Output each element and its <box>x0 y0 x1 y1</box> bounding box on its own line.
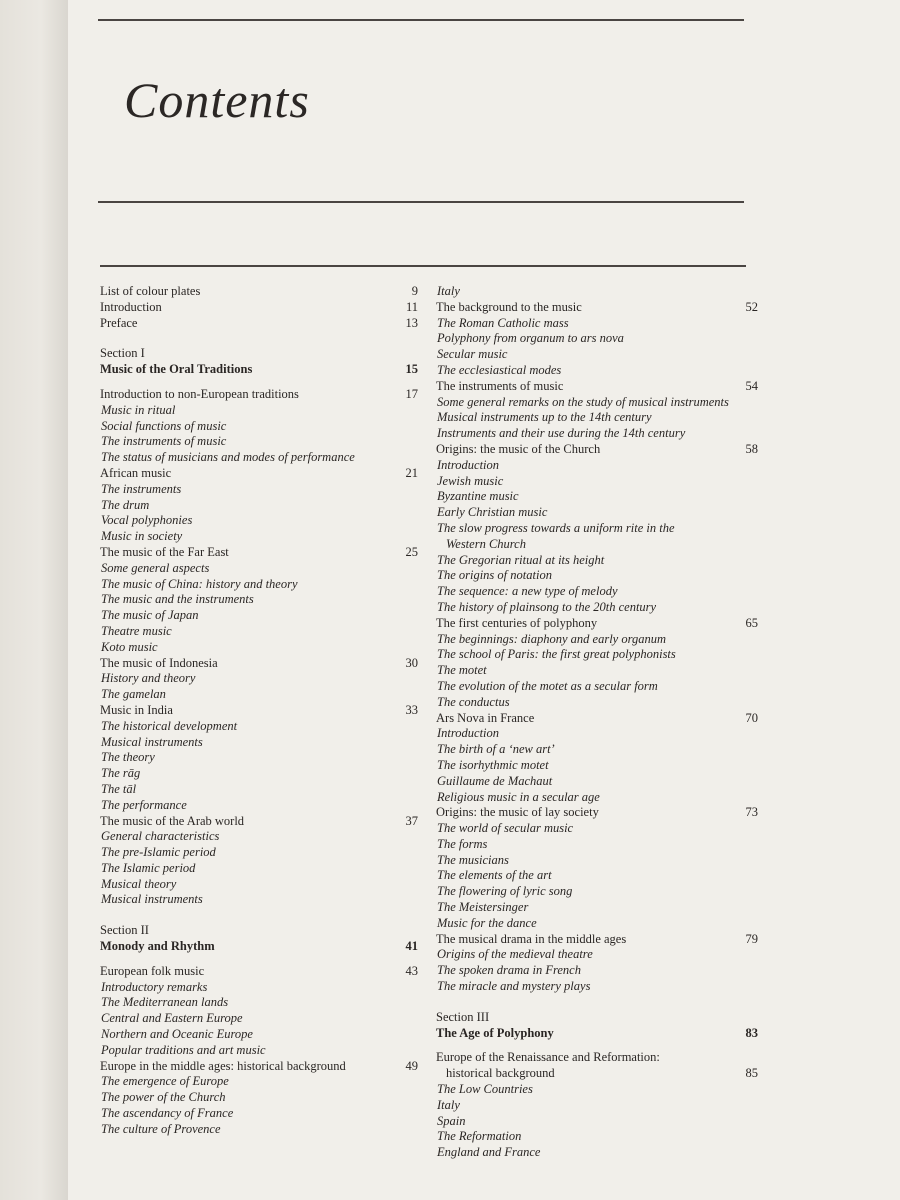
toc-entry-title: Music of the Oral Traditions <box>100 362 253 377</box>
toc-entry-title: The ecclesiastical modes <box>437 362 562 377</box>
toc-entry <box>436 1066 758 1082</box>
toc-subentry <box>100 766 418 782</box>
toc-entry-title: Section III <box>436 1009 490 1024</box>
toc-entry <box>436 711 758 727</box>
toc-page-number: 43 <box>405 963 418 978</box>
toc-page-number: 37 <box>405 813 418 828</box>
toc-subentry <box>100 577 418 593</box>
toc-entry-title: The background to the music <box>436 299 582 314</box>
toc-entry <box>100 939 418 955</box>
toc-entry-title: The forms <box>437 836 488 851</box>
toc-entry-title: History and theory <box>101 671 196 686</box>
toc-subentry <box>100 798 418 814</box>
toc-subentry <box>436 1145 758 1161</box>
toc-entry-title: Northern and Oceanic Europe <box>101 1027 253 1042</box>
toc-entry-title: Religious music in a secular age <box>437 789 600 804</box>
title-bottom-rule <box>98 201 744 203</box>
toc-subentry <box>100 434 418 450</box>
toc-subentry <box>436 837 758 853</box>
toc-entry-title: The emergence of Europe <box>101 1074 229 1089</box>
toc-subentry <box>436 489 758 505</box>
toc-page-number: 11 <box>405 299 418 314</box>
page-title: Contents <box>124 72 310 128</box>
toc-subentry <box>100 892 418 908</box>
toc-subentry <box>436 474 758 490</box>
toc-subentry <box>436 284 758 300</box>
toc-subentry <box>436 774 758 790</box>
toc-entry <box>100 964 418 980</box>
toc-page-number: 25 <box>405 544 418 559</box>
toc-subentry <box>436 521 758 537</box>
toc-entry-title: The sequence: a new type of melody <box>437 584 618 599</box>
toc-subentry <box>436 726 758 742</box>
toc-subentry <box>436 553 758 569</box>
toc-subentry <box>100 829 418 845</box>
toc-entry-title: Central and Eastern Europe <box>101 1011 243 1026</box>
toc-entry-title: The tāl <box>101 781 137 796</box>
section-spacer <box>100 908 418 923</box>
toc-subentry <box>100 403 418 419</box>
toc-entry-title: The culture of Provence <box>101 1121 221 1136</box>
toc-subentry <box>436 1098 758 1114</box>
toc-entry-title: Italy <box>437 284 460 298</box>
toc-subentry <box>436 1114 758 1130</box>
toc-entry <box>436 1050 758 1066</box>
toc-entry <box>436 932 758 948</box>
toc-subentry <box>436 426 758 442</box>
toc-entry <box>436 805 758 821</box>
toc-entry <box>100 387 418 403</box>
toc-subentry <box>100 1074 418 1090</box>
toc-entry-title: Preface <box>100 315 138 330</box>
toc-entry-title: The history of plainsong to the 20th century <box>437 599 657 614</box>
toc-entry-title: The isorhythmic motet <box>437 757 549 772</box>
toc-entry-title: The Meistersinger <box>437 900 529 915</box>
toc-subentry <box>436 1082 758 1098</box>
toc-entry <box>100 814 418 830</box>
toc-subentry <box>100 624 418 640</box>
toc-entry-title: The music of the Arab world <box>100 813 245 828</box>
toc-entry-title: The evolution of the motet as a secular form <box>437 678 658 693</box>
toc-entry-title: The elements of the art <box>437 868 552 883</box>
toc-entry <box>100 1059 418 1075</box>
toc-entry-title: Spain <box>437 1113 466 1128</box>
toc-subentry <box>436 316 758 332</box>
toc-subentry <box>436 663 758 679</box>
toc-entry-title: Social functions of music <box>101 418 227 433</box>
contents-left-column <box>100 284 418 1138</box>
toc-entry-title: List of colour plates <box>100 284 201 298</box>
toc-subentry <box>100 861 418 877</box>
toc-page-number: 70 <box>745 710 758 725</box>
toc-subentry <box>436 821 758 837</box>
toc-entry-title: European folk music <box>100 963 205 978</box>
toc-entry-title: Popular traditions and art music <box>101 1042 266 1057</box>
toc-entry <box>100 300 418 316</box>
toc-entry-title: Italy <box>437 1097 460 1112</box>
toc-entry-title: Music in ritual <box>101 402 176 417</box>
toc-entry-title: England and France <box>437 1145 541 1160</box>
toc-subentry <box>100 782 418 798</box>
toc-entry-title: Guillaume de Machaut <box>437 773 553 788</box>
toc-page-number: 21 <box>405 465 418 480</box>
toc-page-number: 52 <box>745 299 758 314</box>
toc-entry-title: Music in society <box>101 529 183 544</box>
toc-subentry <box>436 758 758 774</box>
toc-entry <box>100 923 418 939</box>
toc-subentry <box>100 750 418 766</box>
toc-page-number: 15 <box>405 362 418 377</box>
toc-page-number: 49 <box>405 1058 418 1073</box>
toc-entry-title: The first centuries of polyphony <box>436 615 598 630</box>
toc-subentry <box>100 995 418 1011</box>
toc-subentry <box>100 1011 418 1027</box>
toc-entry <box>100 466 418 482</box>
toc-entry-title: Jewish music <box>437 473 504 488</box>
toc-entry-title: The music of the Far East <box>100 544 229 559</box>
toc-subentry <box>436 505 758 521</box>
toc-entry-title: Vocal polyphonies <box>101 513 193 528</box>
toc-entry-title: Origins of the medieval theatre <box>437 947 593 962</box>
toc-subentry <box>436 568 758 584</box>
toc-entry-title: Theatre music <box>101 623 172 638</box>
toc-entry-title: The Age of Polyphony <box>436 1025 554 1040</box>
toc-entry-title: The instruments of music <box>436 378 564 393</box>
toc-entry-title: The beginnings: diaphony and early organum <box>437 631 667 646</box>
toc-subentry <box>436 979 758 995</box>
section-spacer <box>436 995 758 1010</box>
toc-subentry <box>436 647 758 663</box>
toc-entry-title: The flowering of lyric song <box>437 884 573 899</box>
toc-subentry <box>436 632 758 648</box>
toc-entry-title: The performance <box>101 797 187 812</box>
toc-page-number: 54 <box>745 378 758 393</box>
toc-entry-title: The historical development <box>101 718 238 733</box>
toc-entry <box>436 300 758 316</box>
toc-subentry <box>100 735 418 751</box>
toc-subentry <box>100 513 418 529</box>
toc-subentry <box>100 498 418 514</box>
toc-page-number: 79 <box>745 931 758 946</box>
toc-subentry <box>100 529 418 545</box>
toc-subentry <box>436 900 758 916</box>
toc-entry-title: Introductory remarks <box>101 979 208 994</box>
toc-subentry <box>100 845 418 861</box>
toc-entry-title: The Gregorian ritual at its height <box>437 552 605 567</box>
toc-subentry <box>100 1106 418 1122</box>
toc-entry-title: Polyphony from organum to ars nova <box>437 331 624 346</box>
toc-subentry <box>436 695 758 711</box>
toc-subentry <box>100 1027 418 1043</box>
toc-entry-title: Musical instruments <box>101 734 203 749</box>
toc-subentry <box>436 742 758 758</box>
toc-entry-title: The music of Japan <box>101 608 199 623</box>
contents-top-rule <box>100 265 746 267</box>
toc-entry-title: Introduction <box>100 299 162 314</box>
toc-entry-title: The birth of a ‘new art’ <box>437 742 555 757</box>
toc-entry-title: The origins of notation <box>437 568 552 583</box>
top-rule <box>98 19 744 21</box>
toc-subentry <box>100 1043 418 1059</box>
toc-entry-title: The rāg <box>101 766 141 781</box>
toc-subentry <box>100 1122 418 1138</box>
toc-subentry <box>436 395 758 411</box>
toc-subentry <box>436 458 758 474</box>
toc-entry-title: Section I <box>100 346 145 361</box>
toc-entry-title: Monody and Rhythm <box>100 939 215 954</box>
toc-entry <box>436 379 758 395</box>
toc-entry-title: historical background <box>446 1066 555 1081</box>
toc-entry-title: Some general remarks on the study of musical instruments <box>437 394 729 409</box>
section-spacer <box>100 955 418 964</box>
toc-page-number: 85 <box>745 1066 758 1081</box>
toc-subentry <box>436 790 758 806</box>
toc-entry-title: Musical instruments <box>101 892 203 907</box>
toc-subentry <box>436 947 758 963</box>
toc-entry-title: The theory <box>101 750 155 765</box>
toc-entry-title: Western Church <box>446 536 526 551</box>
contents-right-column <box>436 284 758 1161</box>
toc-subentry <box>436 868 758 884</box>
toc-entry-title: The Roman Catholic mass <box>437 315 569 330</box>
toc-subentry <box>436 679 758 695</box>
toc-entry-title: Section II <box>100 923 149 938</box>
toc-entry <box>100 346 418 362</box>
toc-page-number: 17 <box>405 386 418 401</box>
toc-page-number: 9 <box>411 284 418 298</box>
section-spacer <box>100 331 418 346</box>
toc-subentry <box>436 1129 758 1145</box>
toc-subentry <box>436 347 758 363</box>
toc-entry-title: The musical drama in the middle ages <box>436 931 627 946</box>
toc-entry-title: Introduction <box>437 726 500 741</box>
toc-entry-title: The miracle and mystery plays <box>437 979 591 994</box>
toc-entry-title: Origins: the music of the Church <box>436 441 601 456</box>
toc-entry-title: The slow progress towards a uniform rite in the <box>437 520 675 535</box>
toc-entry-title: Musical instruments up to the 14th century <box>437 410 652 425</box>
toc-entry-title: The ascendancy of France <box>101 1106 234 1121</box>
toc-entry <box>100 656 418 672</box>
toc-subentry <box>100 719 418 735</box>
toc-entry-title: The school of Paris: the first great polyphonists <box>437 647 676 662</box>
toc-page-number: 73 <box>745 805 758 820</box>
toc-entry-title: The Low Countries <box>437 1082 533 1097</box>
toc-page-number: 58 <box>745 441 758 456</box>
toc-entry-title: Secular music <box>437 347 508 362</box>
toc-subentry <box>436 916 758 932</box>
toc-entry-title: The music of China: history and theory <box>101 576 298 591</box>
toc-subentry <box>436 884 758 900</box>
toc-entry-title: The musicians <box>437 852 509 867</box>
toc-subentry <box>100 561 418 577</box>
toc-subentry <box>100 482 418 498</box>
toc-entry-title: Early Christian music <box>437 505 548 520</box>
toc-subentry <box>436 410 758 426</box>
toc-subentry <box>100 687 418 703</box>
toc-subentry <box>100 419 418 435</box>
toc-entry-title: The pre-Islamic period <box>101 845 216 860</box>
toc-entry-title: Byzantine music <box>437 489 519 504</box>
toc-entry <box>436 442 758 458</box>
toc-entry-title: Music in India <box>100 702 173 717</box>
toc-entry-title: Europe in the middle ages: historical background <box>100 1058 346 1073</box>
toc-entry-title: The motet <box>437 663 487 678</box>
toc-subentry <box>436 363 758 379</box>
toc-subentry <box>100 450 418 466</box>
toc-subentry <box>436 963 758 979</box>
toc-entry-title: The instruments <box>101 481 182 496</box>
toc-page-number: 30 <box>405 655 418 670</box>
toc-entry-title: The power of the Church <box>101 1090 226 1105</box>
toc-entry <box>100 316 418 332</box>
toc-entry-title: Introduction <box>437 457 500 472</box>
toc-entry <box>436 1026 758 1042</box>
toc-entry-title: The Islamic period <box>101 860 196 875</box>
toc-entry-title: General characteristics <box>101 829 220 844</box>
toc-entry <box>436 1010 758 1026</box>
toc-subentry <box>100 640 418 656</box>
toc-entry-title: African music <box>100 465 172 480</box>
toc-subentry <box>100 608 418 624</box>
toc-entry-title: Europe of the Renaissance and Reformation: <box>436 1050 660 1065</box>
toc-entry <box>100 545 418 561</box>
toc-page-number: 65 <box>745 615 758 630</box>
toc-subentry <box>100 980 418 996</box>
toc-entry-title: The music and the instruments <box>101 592 254 607</box>
toc-subentry <box>436 537 758 553</box>
toc-subentry <box>100 671 418 687</box>
toc-entry-title: Ars Nova in France <box>436 710 535 725</box>
toc-entry-title: The status of musicians and modes of performance <box>101 450 355 465</box>
section-spacer <box>436 1041 758 1050</box>
toc-entry-title: The world of secular music <box>437 821 574 836</box>
toc-subentry <box>436 584 758 600</box>
toc-entry <box>100 284 418 300</box>
toc-entry <box>100 362 418 378</box>
toc-entry-title: Instruments and their use during the 14th century <box>437 426 686 441</box>
toc-page-number: 41 <box>405 939 418 954</box>
toc-entry-title: The Mediterranean lands <box>101 995 229 1010</box>
toc-entry <box>100 703 418 719</box>
toc-subentry <box>436 853 758 869</box>
toc-entry-title: Origins: the music of lay society <box>436 805 599 820</box>
toc-entry-title: The spoken drama in French <box>437 963 581 978</box>
toc-subentry <box>436 331 758 347</box>
toc-page-number: 83 <box>745 1025 758 1040</box>
toc-entry-title: Introduction to non-European traditions <box>100 386 299 401</box>
toc-entry-title: The gamelan <box>101 687 166 702</box>
toc-entry-title: Musical theory <box>101 876 177 891</box>
toc-page-number: 13 <box>405 315 418 330</box>
section-spacer <box>100 378 418 387</box>
toc-entry-title: Some general aspects <box>101 560 210 575</box>
toc-entry-title: The conductus <box>437 694 510 709</box>
toc-entry-title: The music of Indonesia <box>100 655 218 670</box>
toc-entry-title: Music for the dance <box>437 915 537 930</box>
toc-entry-title: The instruments of music <box>101 434 227 449</box>
toc-subentry <box>100 877 418 893</box>
toc-subentry <box>100 1090 418 1106</box>
toc-entry-title: Koto music <box>101 639 158 654</box>
toc-entry-title: The drum <box>101 497 150 512</box>
toc-entry-title: The Reformation <box>437 1129 522 1144</box>
book-gutter <box>0 0 68 1200</box>
toc-subentry <box>436 600 758 616</box>
toc-page-number: 33 <box>405 702 418 717</box>
toc-entry <box>436 616 758 632</box>
toc-subentry <box>100 592 418 608</box>
